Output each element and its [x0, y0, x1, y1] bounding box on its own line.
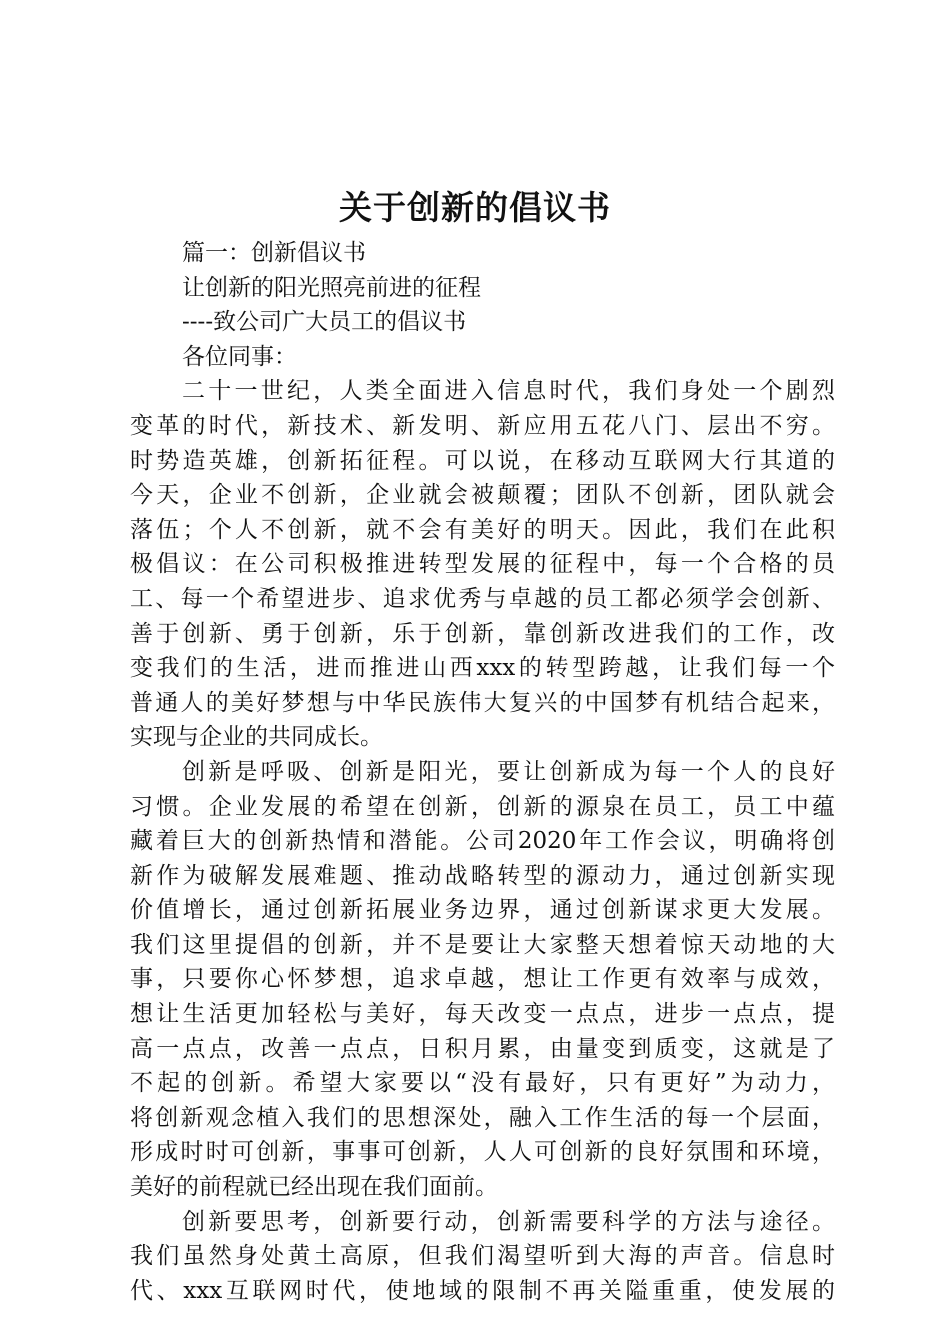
body-text-line: 我们虽然身处黄土高原，但我们渴望听到大海的声音。信息时: [130, 1243, 835, 1270]
body-text-line: 二十一世纪，人类全面进入信息时代，我们身处一个剧烈: [182, 378, 835, 405]
body-text-line: 代、xxx互联网时代，使地域的限制不再关隘重重，使发展的: [130, 1277, 835, 1304]
body-text-line: 价值增长，通过创新拓展业务边界，通过创新谋求更大发展。: [130, 897, 835, 924]
body-text-line: 各位同事：: [182, 343, 297, 370]
document-body: [130, 236, 835, 1308]
body-text-line: 事，只要你心怀梦想，追求卓越，想让工作更有效率与成效，: [130, 966, 835, 993]
body-text-line: 美好的前程就已经出现在我们面前。: [130, 1174, 498, 1201]
body-text-line: 变革的时代，新技术、新发明、新应用五花八门、层出不穷。: [130, 412, 835, 439]
body-text-line: 不起的创新。希望大家要以“没有最好，只有更好”为动力，: [130, 1070, 835, 1097]
body-text-line: 形成时时可创新，事事可创新，人人可创新的良好氛围和环境，: [130, 1139, 835, 1166]
body-text-line: 落伍；个人不创新，就不会有美好的明天。因此，我们在此积: [130, 516, 835, 543]
body-text-line: 高一点点，改善一点点，日积月累，由量变到质变，这就是了: [130, 1035, 835, 1062]
body-text-line: 新作为破解发展难题、推动战略转型的源动力，通过创新实现: [130, 862, 835, 889]
body-text-line: 创新是呼吸、创新是阳光，要让创新成为每一个人的良好: [182, 758, 835, 785]
document-title: 关于创新的倡议书: [339, 188, 611, 227]
body-text-line: 创新要思考，创新要行动，创新需要科学的方法与途径。: [182, 1208, 835, 1235]
body-text-line: 想让生活更加轻松与美好，每天改变一点点，进步一点点，提: [130, 1001, 835, 1028]
body-text-line: 变我们的生活，进而推进山西xxx的转型跨越，让我们每一个: [130, 655, 835, 682]
body-text-line: 时势造英雄，创新拓征程。可以说，在移动互联网大行其道的: [130, 447, 835, 474]
body-text-line: 极倡议：在公司积极推进转型发展的征程中，每一个合格的员: [130, 551, 835, 578]
body-text-line: ----致公司广大员工的倡议书: [182, 309, 467, 336]
body-text-line: 我们这里提倡的创新，并不是要让大家整天想着惊天动地的大: [130, 931, 835, 958]
body-text-line: 习惯。企业发展的希望在创新，创新的源泉在员工，员工中蕴: [130, 793, 835, 820]
body-text-line: 藏着巨大的创新热情和潜能。公司2020年工作会议，明确将创: [130, 828, 835, 855]
body-text-line: 普通人的美好梦想与中华民族伟大复兴的中国梦有机结合起来，: [130, 689, 835, 716]
body-text-line: 实现与企业的共同成长。: [130, 724, 383, 751]
body-text-line: 工、每一个希望进步、追求优秀与卓越的员工都必须学会创新、: [130, 585, 835, 612]
body-text-line: 善于创新、勇于创新，乐于创新，靠创新改进我们的工作，改: [130, 620, 835, 647]
body-text-line: 将创新观念植入我们的思想深处，融入工作生活的每一个层面，: [130, 1104, 835, 1131]
body-text-line: 篇一：创新倡议书: [182, 240, 366, 266]
body-text-line: 今天，企业不创新，企业就会被颠覆；团队不创新，团队就会: [130, 482, 835, 509]
body-text-line: 让创新的阳光照亮前进的征程: [182, 274, 481, 301]
